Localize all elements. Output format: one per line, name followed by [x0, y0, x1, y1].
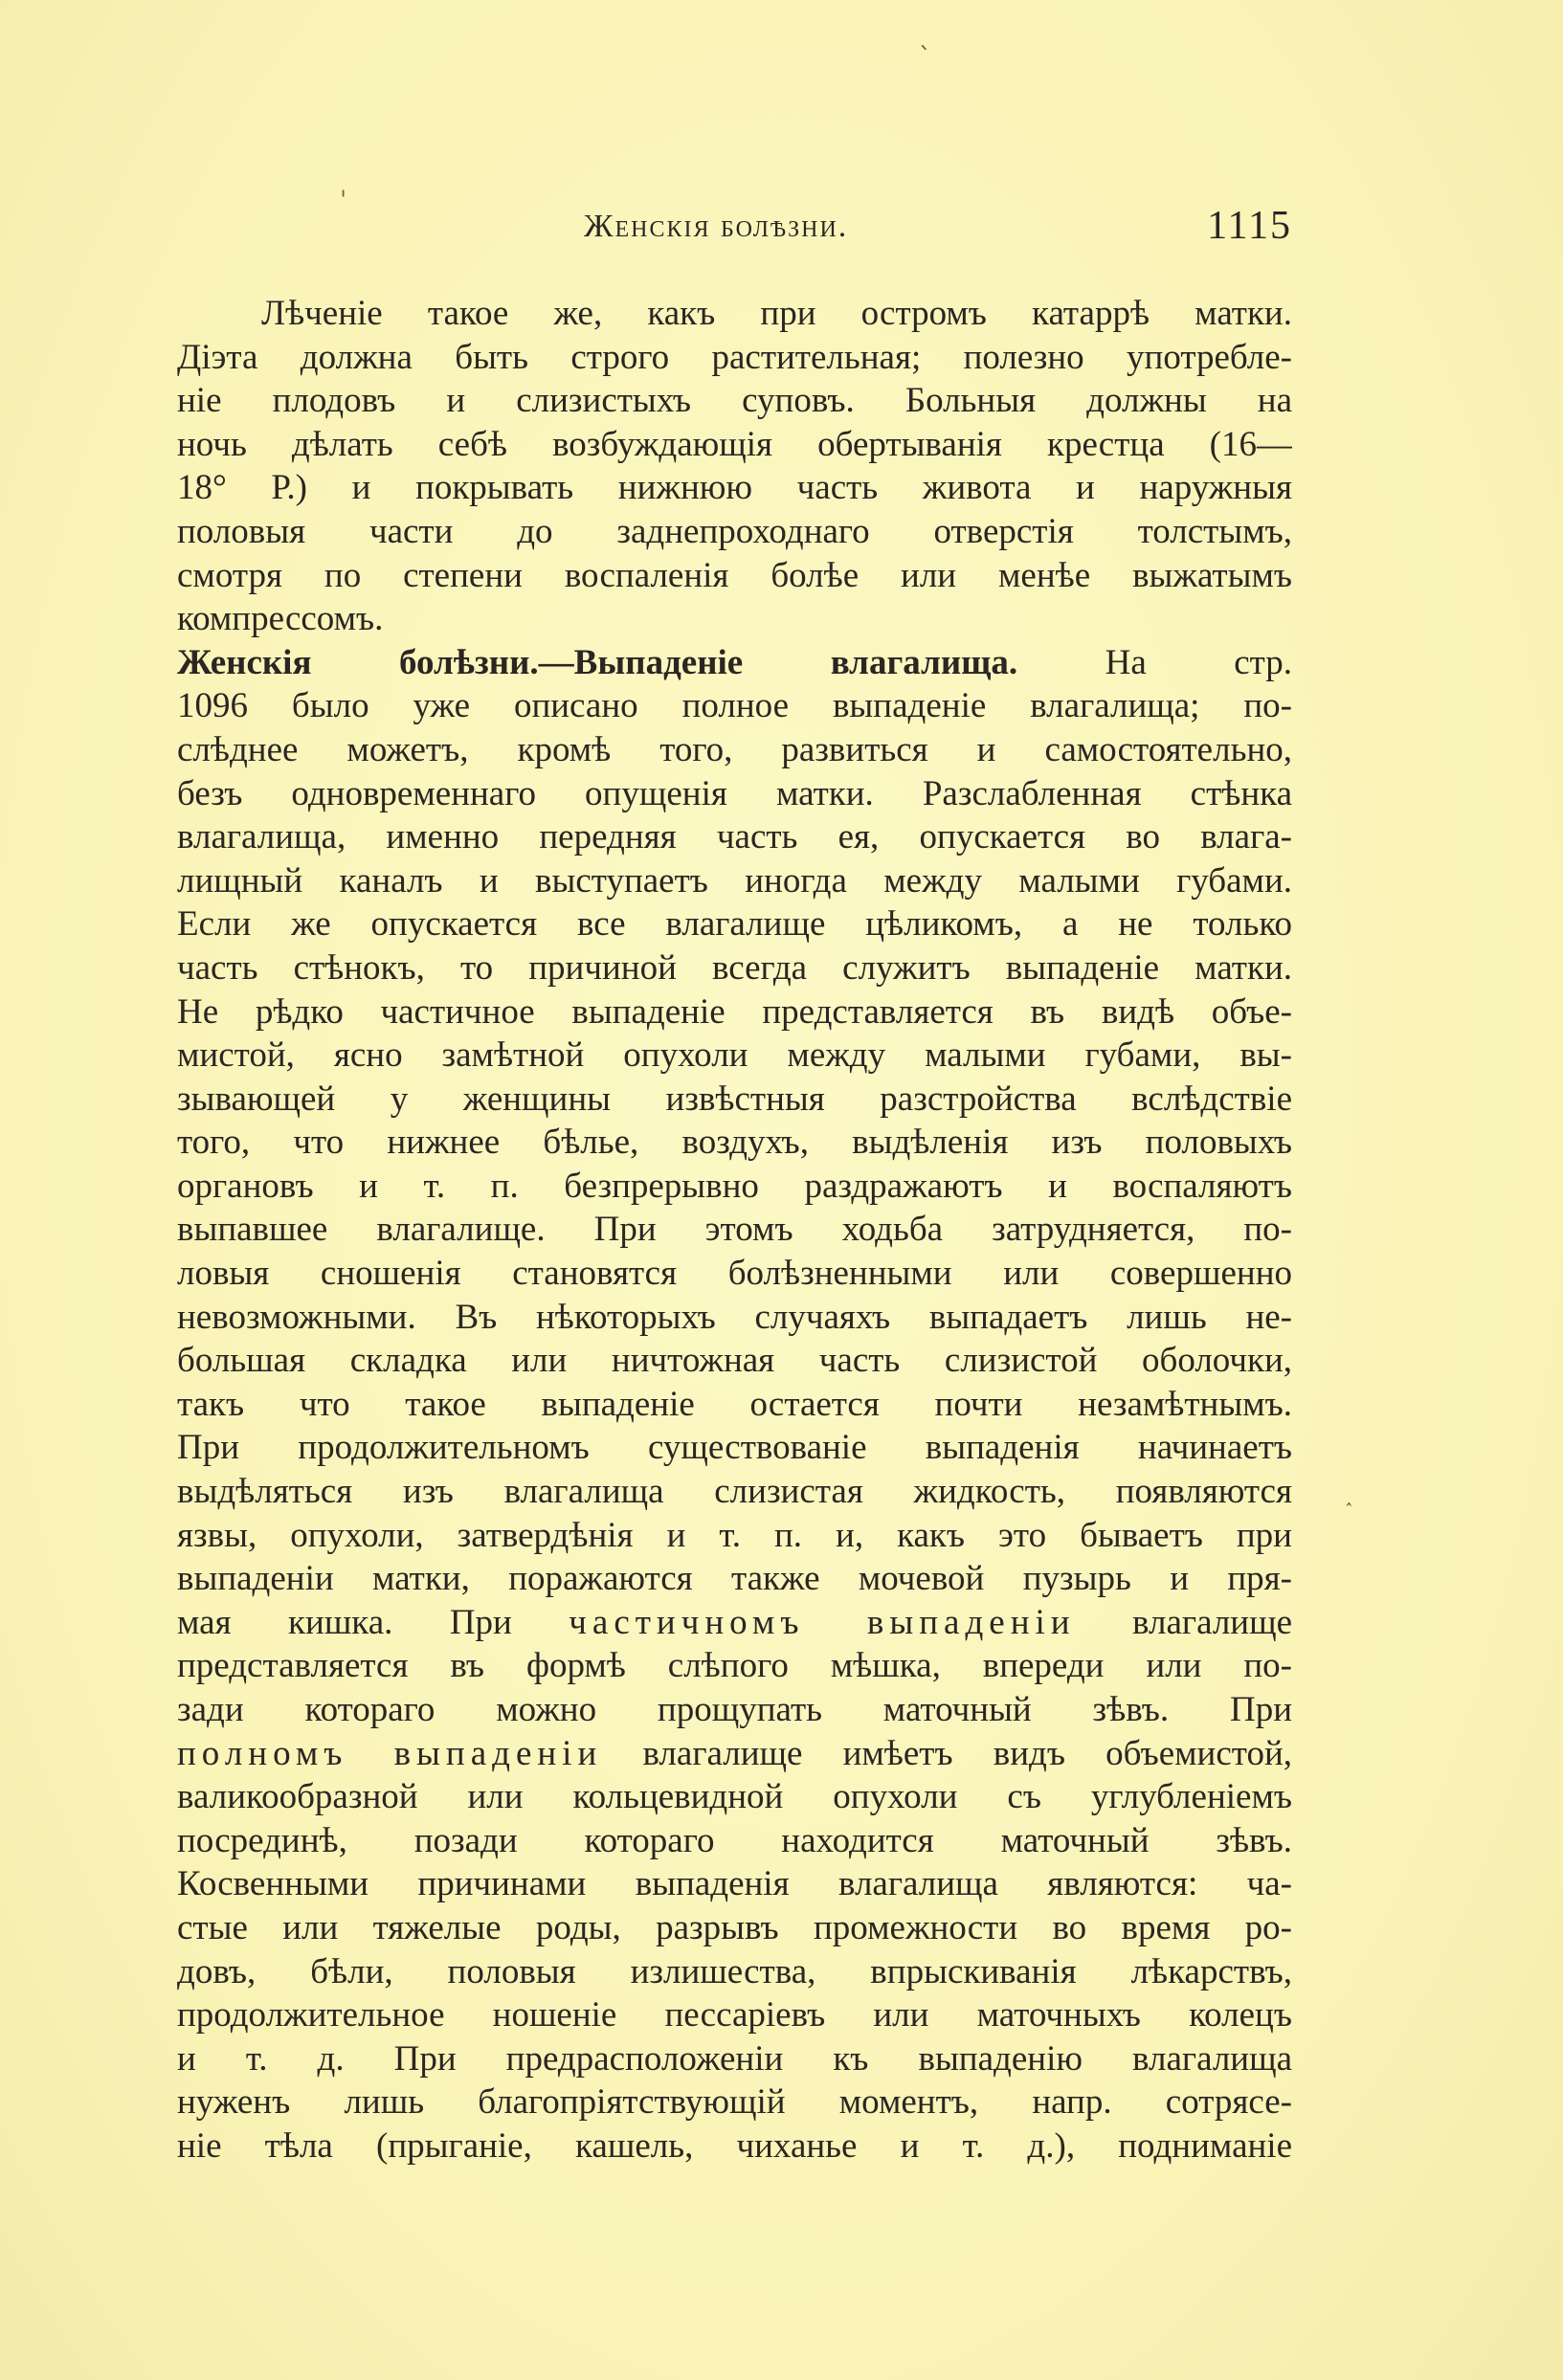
- text-line: 1096 было уже описано полное выпаденіе влагалища; по-: [177, 686, 1292, 726]
- text-line: Косвенными причинами выпаденія влагалища являются: ча-: [177, 1864, 1292, 1904]
- text-line: лищный каналъ и выступаетъ иногда между малыми губами.: [177, 860, 1292, 901]
- text-line: [177, 1601, 1292, 1645]
- text-line: ночь дѣлать себѣ возбуждающія обертыванія крестца (16—: [177, 424, 1292, 464]
- text-line: Діэта должна быть строго растительная; полезно употребле-: [177, 337, 1292, 377]
- text-line: язвы, опухоли, затвердѣнія и т. п. и, какъ это бываетъ при: [177, 1515, 1292, 1555]
- text-line: стые или тяжелые роды, разрывъ промежности во время ро-: [177, 1907, 1292, 1947]
- text-line: Не рѣдко частичное выпаденіе представляется въ видѣ объе-: [177, 991, 1292, 1032]
- spaced-emphasis: частичномъ выпаденіи: [569, 1602, 1076, 1642]
- body-text: [177, 292, 1292, 2169]
- section-heading: Женскія болѣзни.—Выпаденіе влагалища.: [177, 642, 1018, 682]
- text-line: невозможными. Въ нѣкоторыхъ случаяхъ выпадаетъ лишь не-: [177, 1297, 1292, 1337]
- text-line: ніе плодовъ и слизистыхъ суповъ. Больныя должны на: [177, 381, 1292, 421]
- text-line: продолжительное ношеніе пессаріевъ или маточныхъ колецъ: [177, 1995, 1292, 2035]
- text-line: компрессомъ.: [177, 599, 384, 639]
- text-line: 18° Р.) и покрывать нижнюю часть живота и наружныя: [177, 468, 1292, 508]
- text-line: большая складка или ничтожная часть слизистой оболочки,: [177, 1341, 1292, 1381]
- text-fragment: мая кишка. При: [177, 1602, 569, 1642]
- text-line: влагалища, именно передняя часть ея, опускается во влага-: [177, 817, 1292, 857]
- section-heading-line: [177, 641, 1292, 685]
- text-line: органовъ и т. п. безпрерывно раздражаютъ и воспаляютъ: [177, 1166, 1292, 1206]
- text-line: половыя части до заднепроходнаго отверстія толстымъ,: [177, 511, 1292, 551]
- text-line: слѣднее можетъ, кромѣ того, развиться и самостоятельно,: [177, 729, 1292, 769]
- text-line: и т. д. При предрасположеніи къ выпаденію влагалища: [177, 2038, 1292, 2079]
- text-line: выпаденіи матки, поражаются также мочевой пузырь и пря-: [177, 1559, 1292, 1599]
- text-line: Если же опускается все влагалище цѣликомъ, а не только: [177, 904, 1292, 945]
- text-line: При продолжительномъ существованіе выпаденія начинаетъ: [177, 1428, 1292, 1468]
- text-line: часть стѣнокъ, то причиной всегда служитъ выпаденіе матки.: [177, 947, 1292, 988]
- text-line: смотря по степени воспаленія болѣе или менѣе выжатымъ: [177, 555, 1292, 595]
- text-line: мистой, ясно замѣтной опухоли между малыми губами, вы-: [177, 1035, 1292, 1076]
- text-line: выпавшее влагалище. При этомъ ходьба затрудняется, по-: [177, 1210, 1292, 1250]
- text-line: нуженъ лишь благопріятствующій моментъ, напр. сотрясе-: [177, 2082, 1292, 2123]
- text-fragment: влагалище имѣетъ видъ объемистой,: [602, 1733, 1292, 1773]
- ink-speck: ˋ: [919, 43, 931, 72]
- text-line: довъ, бѣли, половыя излишества, впрыскиванія лѣкарствъ,: [177, 1951, 1292, 1991]
- text-line: такъ что такое выпаденіе остается почти незамѣтнымъ.: [177, 1384, 1292, 1424]
- page-number: 1115: [1207, 204, 1292, 248]
- text-line: Лѣченіе такое же, какъ при остромъ катаррѣ матки.: [261, 294, 1292, 333]
- text-fragment: влагалище: [1075, 1602, 1292, 1642]
- text-line: представляется въ формѣ слѣпого мѣшка, впереди или по-: [177, 1646, 1292, 1686]
- text-line: ловыя сношенія становятся болѣзненными или совершенно: [177, 1254, 1292, 1294]
- spaced-emphasis: полномъ выпаденіи: [177, 1733, 603, 1773]
- text-line: выдѣляться изъ влагалища слизистая жидкость, появляются: [177, 1472, 1292, 1512]
- ink-speck: ˈ: [340, 187, 347, 215]
- text-line: зывающей у женщины извѣстныя разстройства вслѣдствіе: [177, 1079, 1292, 1119]
- text-line: валикообразной или кольцевидной опухоли съ углубленіемъ: [177, 1777, 1292, 1817]
- text-line: посрединѣ, позади котораго находится маточный зѣвъ.: [177, 1820, 1292, 1860]
- text-line: безъ одновременнаго опущенія матки. Разслабленная стѣнка: [177, 773, 1292, 813]
- ink-speck: ˰: [1345, 1479, 1353, 1508]
- text-line: ніе тѣла (прыганіе, кашель, чиханье и т. д.), подниманіе: [177, 2125, 1292, 2166]
- text-line: зади котораго можно прощупать маточный зѣвъ. При: [177, 1690, 1292, 1729]
- heading-line-rest: На стр.: [1017, 642, 1292, 682]
- text-line: [177, 1732, 1292, 1776]
- text-line: того, что нижнее бѣлье, воздухъ, выдѣленія изъ половыхъ: [177, 1123, 1292, 1163]
- running-title: Женскія болѣзни.: [584, 209, 849, 244]
